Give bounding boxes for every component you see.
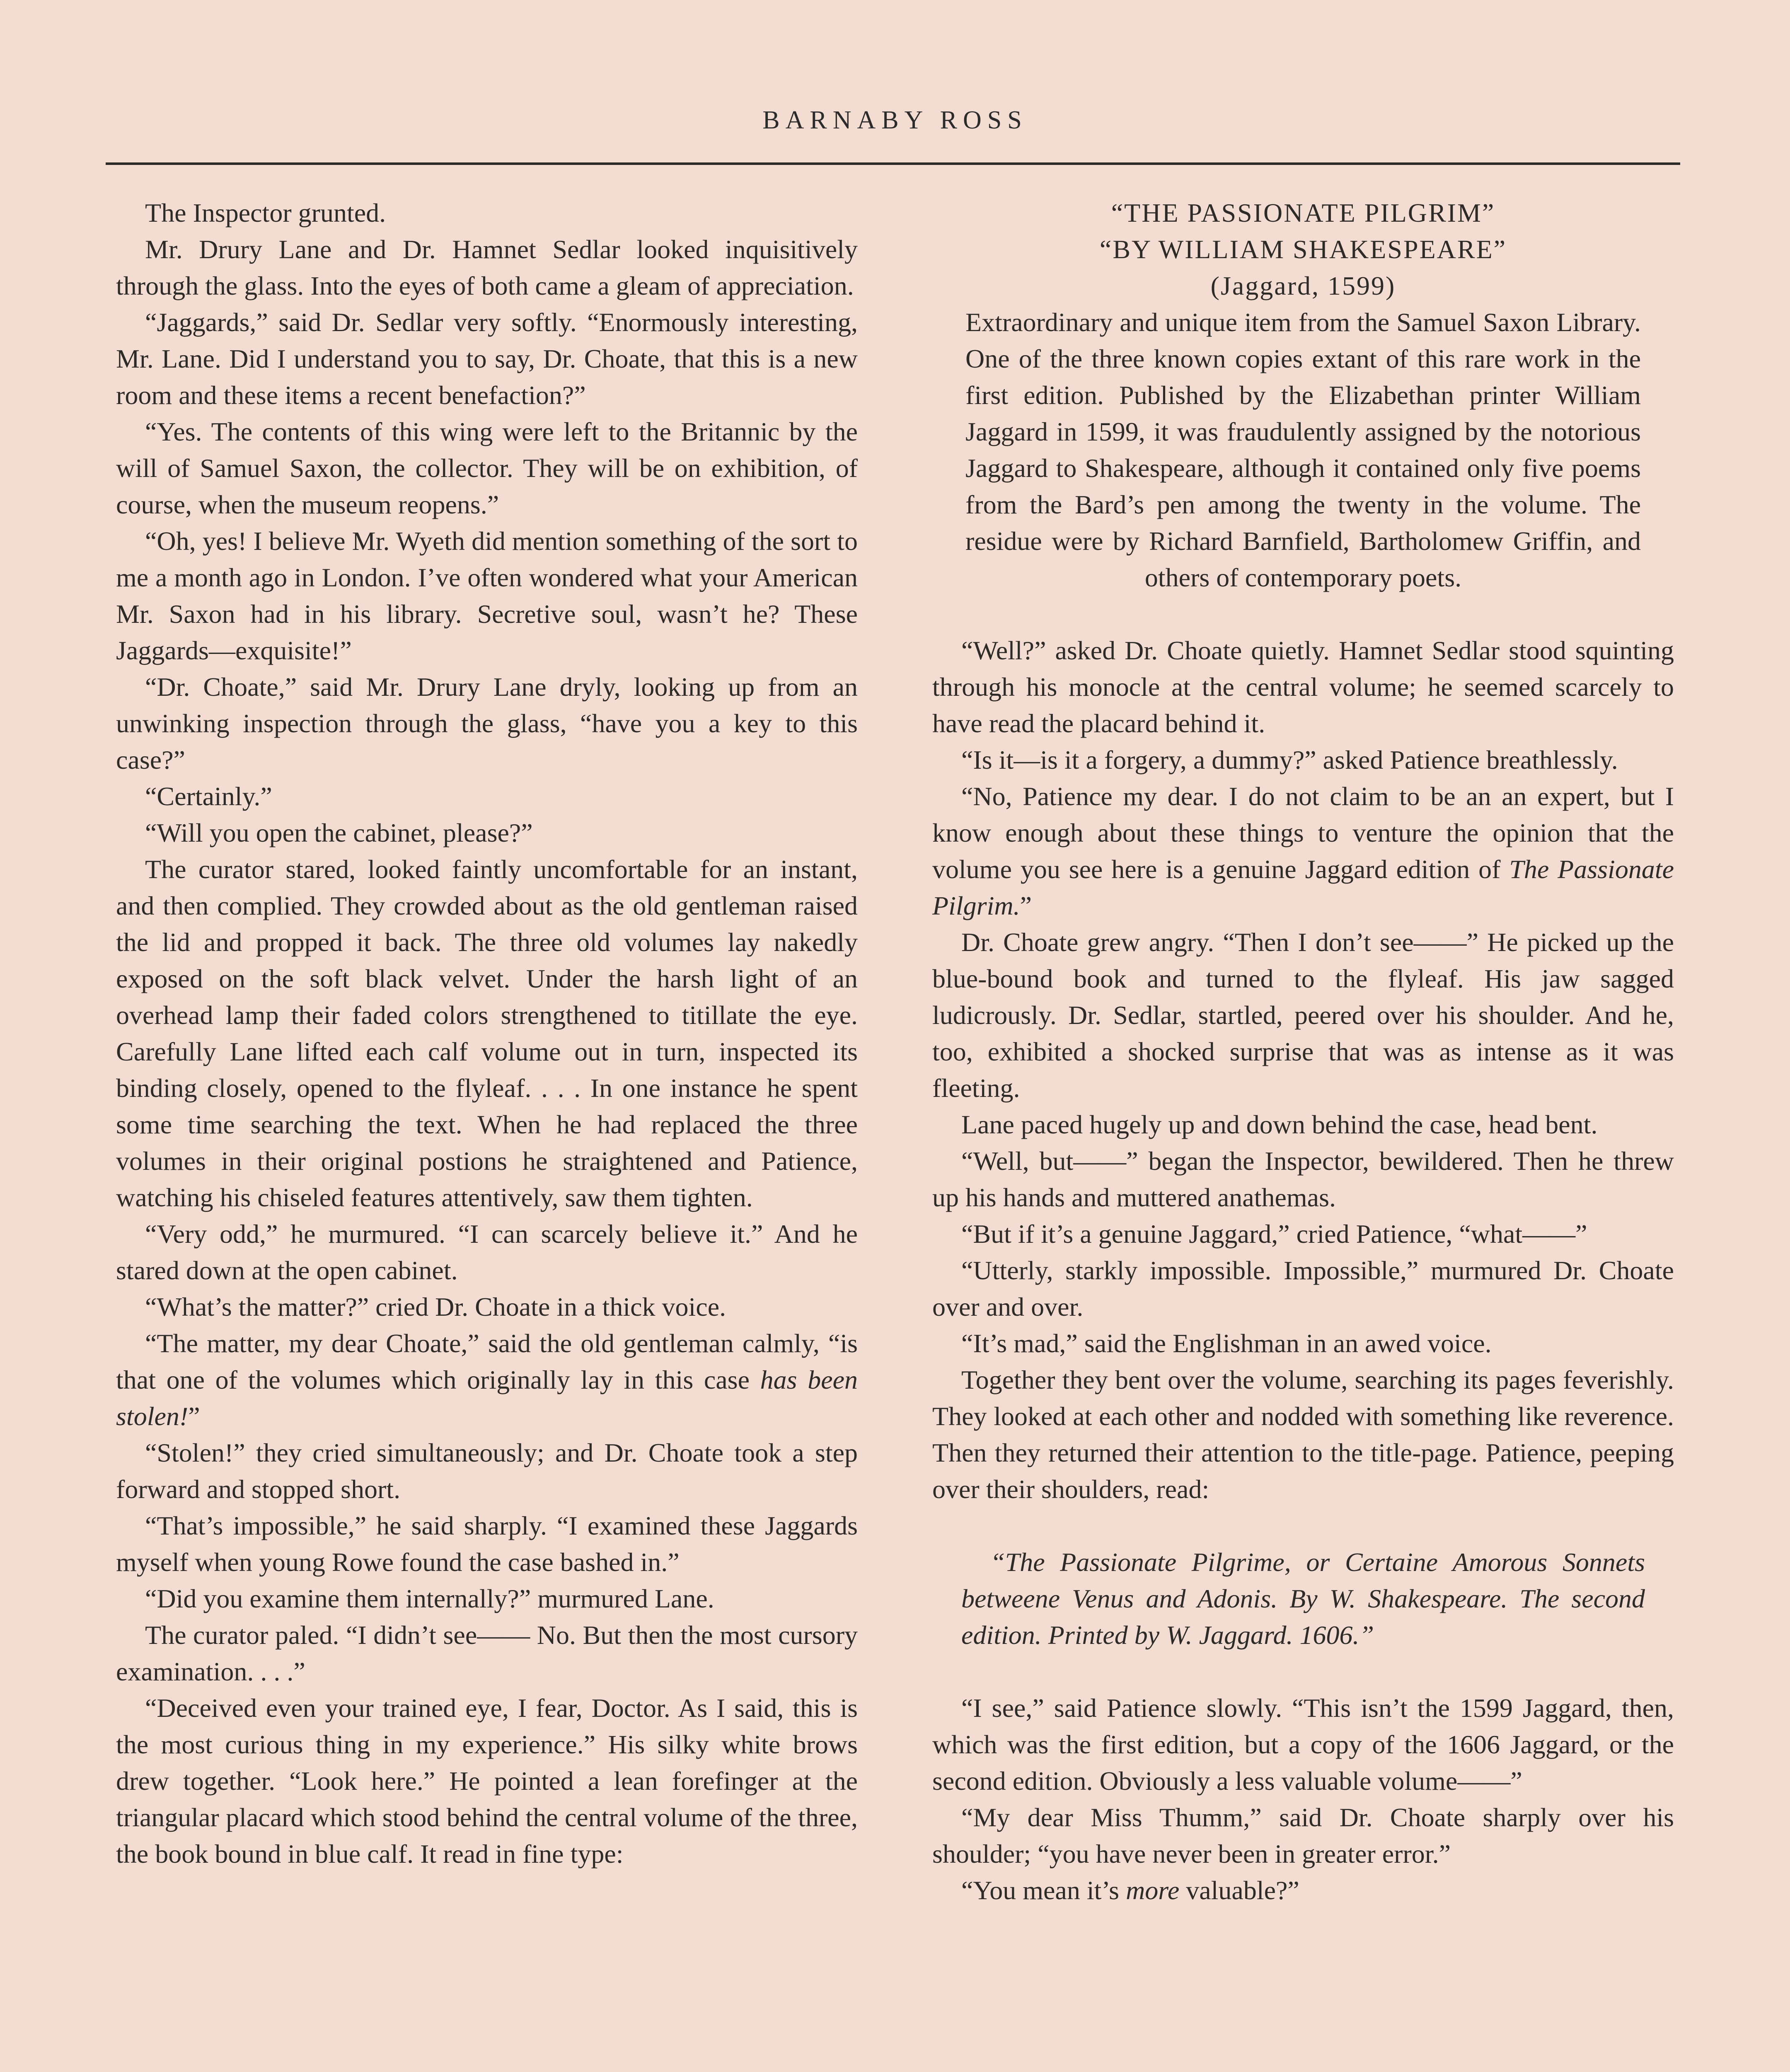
text-run: ”: [188, 1402, 200, 1431]
paragraph: The curator stared, looked faintly uncomfortable for an instant, and then complied. They crowded about as the old gentleman raised the lid and propped it back. The three old volumes lay nakedly exposed on the soft black velvet. Under the harsh light of an overhead lamp their faded colors strengthened to titillate the eye. Carefully Lane lifted each calf volume out in turn, inspected its binding closely, opened to the flyleaf. . . . In one instance he spent some time searching the text. When he had replaced the three volumes in their original postions he straightened and Patience, watching his chiseled features attentively, saw them tighten.: [116, 854, 858, 1212]
paragraph: [116, 1325, 858, 1435]
paragraph: The curator paled. “I didn’t see—— No. But then the most cursory examination. . . .”: [116, 1620, 858, 1686]
paragraph: “Is it—is it a forgery, a dummy?” asked Patience breathlessly.: [961, 745, 1618, 775]
placard-title: “THE PASSIONATE PILGRIM”: [1111, 198, 1495, 228]
paragraph: “Oh, yes! I believe Mr. Wyeth did mention something of the sort to me a month ago in London. I’ve often wondered what your American Mr. Saxon had in his library. Secretive soul, wasn’t he? These Jaggards—exquisite!”: [116, 526, 858, 665]
text-run: “The matter, my dear Choate,” said the old gentleman calmly, “is that one of the volumes which originally lay in this case: [116, 1329, 858, 1394]
text-run: valuable?”: [1179, 1876, 1299, 1905]
spacer: [932, 1653, 1674, 1690]
title-page-quote: “The Passionate Pilgrime, or Certaine Amorous Sonnets betweene Venus and Adonis. By W. Shakespeare. The second edition. Printed by W. Jaggard. 1606.”: [961, 1547, 1645, 1650]
paragraph: “Very odd,” he murmured. “I can scarcely believe it.” And he stared down at the open cabinet.: [116, 1219, 858, 1285]
right-column: [932, 195, 1674, 1909]
paragraph: “But if it’s a genuine Jaggard,” cried Patience, “what——”: [961, 1219, 1587, 1249]
paragraph: Lane paced hugely up and down behind the case, head bent.: [961, 1110, 1598, 1139]
paragraph: “Stolen!” they cried simultaneously; and Dr. Choate took a step forward and stopped short.: [116, 1438, 858, 1504]
text-run: “You mean it’s: [961, 1876, 1126, 1905]
left-column: [116, 195, 858, 1872]
spacer: [932, 1508, 1674, 1544]
paragraph: “Did you examine them internally?” murmured Lane.: [145, 1584, 714, 1613]
paragraph: “What’s the matter?” cried Dr. Choate in a thick voice.: [145, 1292, 726, 1322]
paragraph: Mr. Drury Lane and Dr. Hamnet Sedlar looked inquisitively through the glass. Into the eyes of both came a gleam of appreciation.: [116, 235, 858, 300]
paragraph: “Will you open the cabinet, please?”: [145, 818, 533, 847]
paragraph: “Dr. Choate,” said Mr. Drury Lane dryly, looking up from an unwinking inspection through the glass, “have you a key to this case?”: [116, 672, 858, 775]
paragraph: “It’s mad,” said the Englishman in an awed voice.: [961, 1329, 1492, 1358]
paragraph: Dr. Choate grew angry. “Then I don’t see——” He picked up the blue-bound book and turned to the flyleaf. His jaw sagged ludicrously. Dr. Sedlar, startled, peered over his shoulder. And he, too, exhibited a shocked surprise that was as intense as it was fleeting.: [932, 927, 1674, 1103]
italic-text: has been stolen!: [116, 1365, 858, 1431]
paragraph: “Jaggards,” said Dr. Sedlar very softly. “Enormously interesting, Mr. Lane. Did I understand you to say, Dr. Choate, that this is a new room and these items a recent benefaction?”: [116, 307, 858, 410]
italic-text: The Passionate Pilgrim.: [932, 854, 1674, 920]
paragraph: “Well?” asked Dr. Choate quietly. Hamnet Sedlar stood squinting through his monocle at the central volume; he seemed scarcely to have read the placard behind it.: [932, 636, 1674, 738]
paragraph: “That’s impossible,” he said sharply. “I examined these Jaggards myself when young Rowe found the case bashed in.”: [116, 1511, 858, 1577]
paragraph: “Certainly.”: [145, 782, 272, 811]
paragraph: “I see,” said Patience slowly. “This isn’t the 1599 Jaggard, then, which was the first edition, but a copy of the 1606 Jaggard, or the second edition. Obviously a less valuable volume——”: [932, 1693, 1674, 1796]
paragraph: “Well, but——” began the Inspector, bewildered. Then he threw up his hands and muttered anathemas.: [932, 1146, 1674, 1212]
running-header: BARNABY ROSS: [762, 106, 1028, 134]
paragraph: Together they bent over the volume, searching its pages feverishly. They looked at each other and nodded with something like reverence. Then they returned their attention to the title-page. Patience, peeping over their shoulders, read:: [932, 1365, 1674, 1504]
paragraph: “Utterly, starkly impossible. Impossible,” murmured Dr. Choate over and over.: [932, 1256, 1674, 1322]
museum-placard: [932, 195, 1674, 596]
italic-text: more: [1126, 1876, 1180, 1905]
paragraph: The Inspector grunted.: [145, 198, 386, 228]
paragraph: “Deceived even your trained eye, I fear, Doctor. As I said, this is the most curious thing in my experience.” His silky white brows drew together. “Look here.” He pointed a lean forefinger at the triangular placard which stood behind the central volume of the three, the book bound in blue calf. It read in fine type:: [116, 1693, 858, 1869]
spacer: [932, 596, 1674, 632]
placard-subtitle: “BY WILLIAM SHAKESPEARE”: [1099, 235, 1507, 264]
paragraph: [932, 1872, 1674, 1909]
text-run: ”: [1020, 891, 1032, 920]
text-run: “No, Patience my dear. I do not claim to be an an expert, but I know enough about these things to venture the opinion that the volume you see here is a genuine Jaggard edition of: [932, 782, 1674, 884]
paragraph: [932, 778, 1674, 924]
placard-body: Extraordinary and unique item from the Samuel Saxon Library. One of the three known copies extant of this rare work in the first edition. Published by the Elizabethan printer William Jaggard in 1599, it was fraudulently assigned by the notorious Jaggard to Shakespeare, although it contained only five poems from the Bard’s pen among the twenty in the volume. The residue were by Richard Barnfield, Bartholomew Griffin, and others of contemporary poets.: [965, 307, 1641, 592]
paragraph: “Yes. The contents of this wing were left to the Britannic by the will of Samuel Saxon, the collector. They will be on exhibition, of course, when the museum reopens.”: [116, 417, 858, 519]
placard-edition: (Jaggard, 1599): [1210, 271, 1396, 300]
header-rule: [106, 162, 1680, 165]
paragraph: “My dear Miss Thumm,” said Dr. Choate sharply over his shoulder; “you have never been in greater error.”: [932, 1803, 1674, 1869]
